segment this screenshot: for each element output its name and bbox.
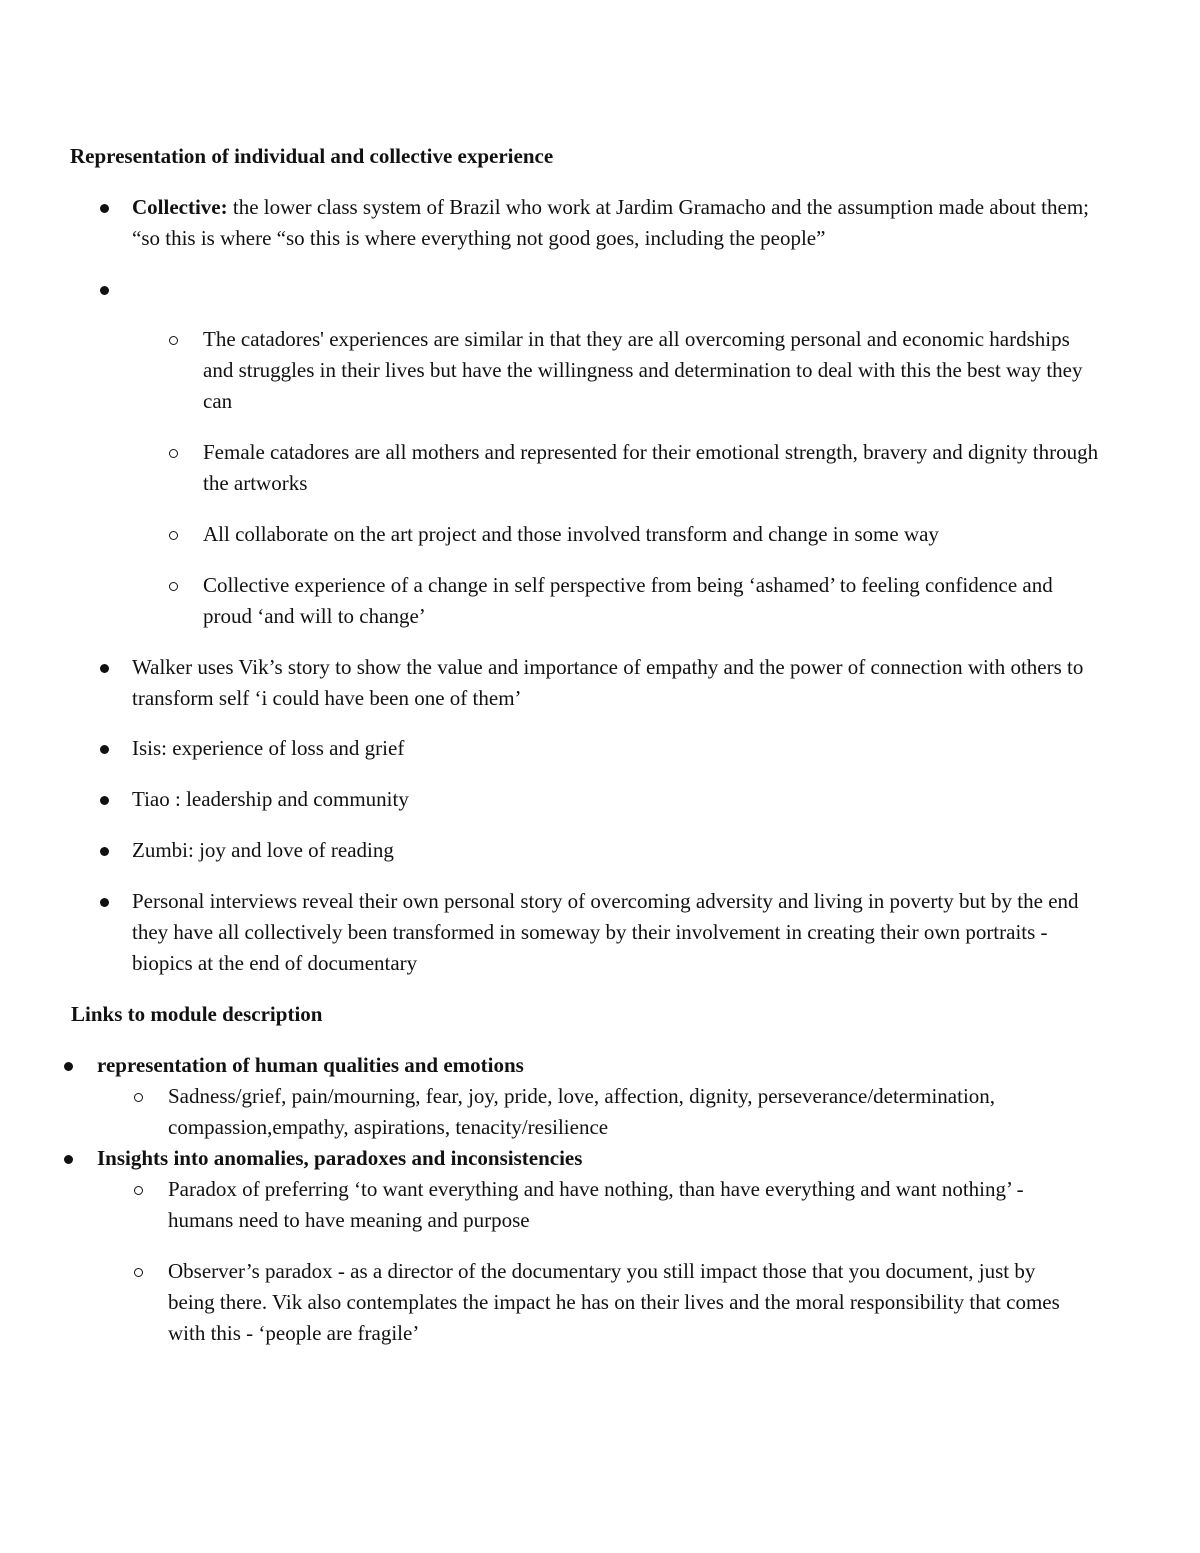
circle-bullet-icon: [169, 582, 178, 591]
bullet-icon: [100, 796, 109, 805]
bullet-icon: [64, 1155, 73, 1164]
sub-list-item: Observer’s paradox - as a director of the documentary you still impact those that you document, just by being there. Vik also contemplates the impact he has on their lives and the moral responsibility that comes with this - ‘people are fragile’: [168, 1259, 1060, 1345]
circle-bullet-icon: [134, 1186, 143, 1195]
bullet-icon: [100, 847, 109, 856]
collective-text: the lower class system of Brazil who work at Jardim Gramacho and the assumption made about them; “so this is where “so this is where everything not good goes, including the people”: [132, 195, 1089, 250]
sub-list-item: The catadores' experiences are similar in that they are all overcoming personal and economic hardships and struggles in their lives but have the willingness and determination to deal with this the best way they can: [203, 327, 1083, 413]
sub-list-item: All collaborate on the art project and those involved transform and change in some way: [203, 522, 939, 546]
circle-bullet-icon: [169, 531, 178, 540]
bullet-icon: [100, 745, 109, 754]
collective-label: Collective:: [132, 195, 228, 219]
sub-list-item: Collective experience of a change in self perspective from being ‘ashamed’ to feeling confidence and proud ‘and will to change’: [203, 573, 1053, 628]
list-item: Tiao : leadership and community: [132, 787, 409, 811]
sub-list-item: Female catadores are all mothers and represented for their emotional strength, bravery and dignity through the artworks: [203, 440, 1099, 495]
circle-bullet-icon: [169, 449, 178, 458]
bullet-icon: [100, 664, 109, 673]
list-item: Zumbi: joy and love of reading: [132, 838, 394, 862]
circle-bullet-icon: [134, 1093, 143, 1102]
list-item-collective: [132, 192, 1107, 254]
bullet-icon: [100, 898, 109, 907]
circle-bullet-icon: [134, 1268, 143, 1277]
circle-bullet-icon: [169, 336, 178, 345]
bullet-icon: [100, 204, 109, 213]
bullet-icon: [64, 1062, 73, 1071]
section-heading-links: Links to module description: [71, 1002, 323, 1026]
bullet-icon: [100, 286, 109, 295]
list-item: Walker uses Vik’s story to show the value and importance of empathy and the power of connection with others to transform self ‘i could have been one of them’: [132, 655, 1084, 710]
section-heading-representation: Representation of individual and collective experience: [70, 144, 554, 168]
sub-list-item: Paradox of preferring ‘to want everything and have nothing, than have everything and want nothing’ - humans need to have meaning and purpose: [168, 1177, 1024, 1232]
group-title: representation of human qualities and emotions: [97, 1053, 524, 1077]
list-item: Personal interviews reveal their own personal story of overcoming adversity and living in poverty but by the end they have all collectively been transformed in someway by their involvement in creating their own portraits - biopics at the end of documentary: [132, 889, 1079, 975]
list-item: Isis: experience of loss and grief: [132, 736, 405, 760]
group-title: Insights into anomalies, paradoxes and inconsistencies: [97, 1146, 583, 1170]
sub-list-item: Sadness/grief, pain/mourning, fear, joy, pride, love, affection, dignity, perseverance/determination, compassion,empathy, aspirations, tenacity/resilience: [168, 1084, 996, 1139]
